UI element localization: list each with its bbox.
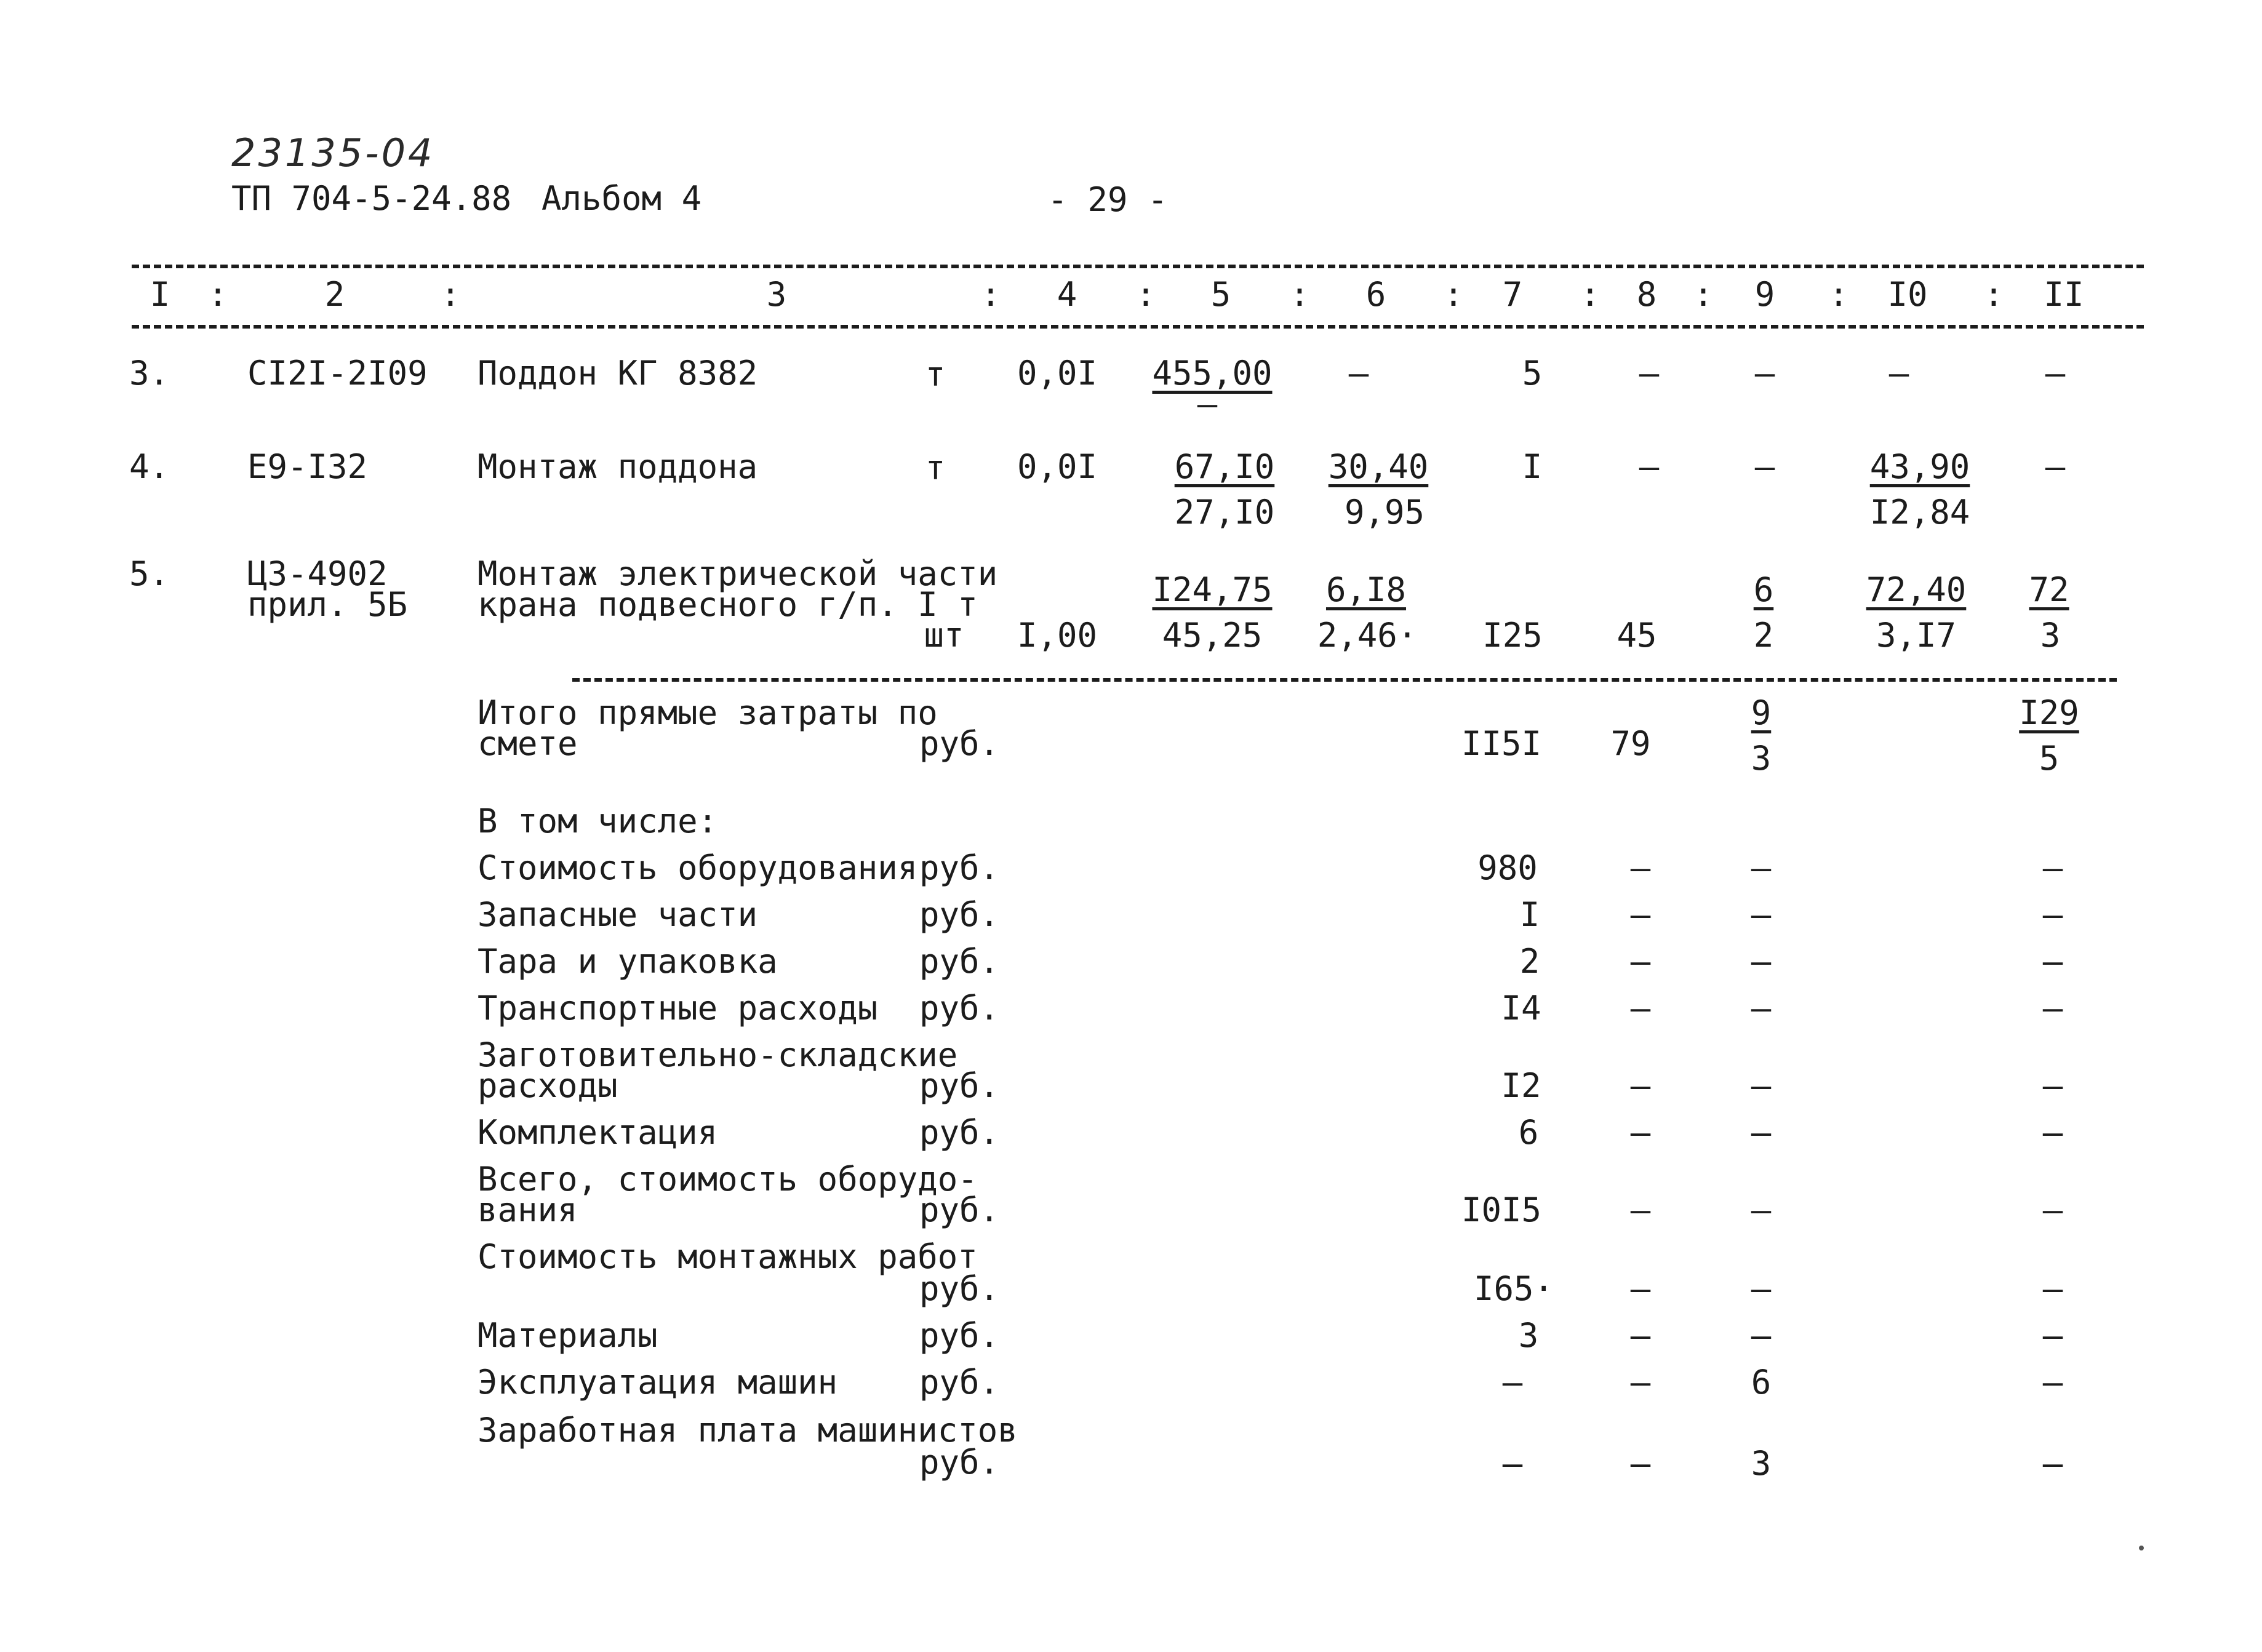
quantity: 0,0I xyxy=(1017,354,1098,393)
col6-subvalue: 2,46· xyxy=(1317,616,1418,655)
col-separator: : xyxy=(1443,275,1464,314)
unit: руб. xyxy=(919,1191,1000,1229)
page-number: - 29 - xyxy=(1047,180,1168,219)
col8-value: – xyxy=(1630,1363,1651,1402)
total-label-cont: смете xyxy=(478,724,578,763)
unit: т xyxy=(925,449,946,487)
header-top-rule xyxy=(132,265,2144,268)
col-separator: : xyxy=(1693,275,1714,314)
unit: руб. xyxy=(919,942,1000,981)
col5-subvalue: 45,25 xyxy=(1162,616,1263,655)
col11-value: I29 xyxy=(2019,693,2079,732)
col-separator: : xyxy=(1289,275,1310,314)
document-code: ТП 704-5-24.88 xyxy=(231,179,512,218)
col6-value: 30,40 xyxy=(1328,447,1429,486)
col-header-7: 7 xyxy=(1502,275,1523,314)
col7-value: 980 xyxy=(1477,848,1538,887)
col6-value: 6,I8 xyxy=(1325,570,1407,609)
col9-value: – xyxy=(1751,1316,1772,1355)
col8-value: – xyxy=(1630,942,1651,981)
col-separator: : xyxy=(980,275,1001,314)
col9-subvalue: 2 xyxy=(1753,616,1774,655)
quantity: I,00 xyxy=(1017,616,1098,655)
col7-value: I25 xyxy=(1482,616,1543,655)
item-name: Монтаж электрической части xyxy=(478,554,998,593)
col11-value: – xyxy=(2042,1191,2063,1229)
speck xyxy=(2139,1546,2144,1550)
item-label: Транспортные расходы xyxy=(478,989,878,1028)
col11-value: – xyxy=(2042,942,2063,981)
col-header-10: I0 xyxy=(1887,275,1928,314)
col9-value: – xyxy=(1751,1113,1772,1152)
col6-value: – xyxy=(1348,354,1369,393)
col9-value: 3 xyxy=(1751,1444,1772,1483)
unit: руб. xyxy=(919,1066,1000,1105)
col7-value: – xyxy=(1502,1363,1523,1402)
price-code-annex: прил. 5Б xyxy=(247,585,408,624)
col8-value: – xyxy=(1630,1066,1651,1105)
col7-value: I0I5 xyxy=(1461,1191,1542,1229)
col11-value: – xyxy=(2042,895,2063,934)
col9-value: – xyxy=(1751,942,1772,981)
unit: руб. xyxy=(919,1363,1000,1402)
col8-value: – xyxy=(1630,1113,1651,1152)
col11-value: 72 xyxy=(2029,570,2069,609)
col10-value: 43,90 xyxy=(1869,447,1970,486)
col-header-9: 9 xyxy=(1754,275,1775,314)
item-label: Заработная плата машинистов xyxy=(478,1411,1018,1450)
item-label: Тара и упаковка xyxy=(478,942,778,981)
col5-value: 455,00 xyxy=(1152,354,1273,393)
col11-value: – xyxy=(2045,447,2066,486)
col7-value: 3 xyxy=(1518,1316,1539,1355)
col-separator: : xyxy=(1983,275,2004,314)
col8-value: – xyxy=(1630,1444,1651,1483)
col11-value: – xyxy=(2042,989,2063,1028)
including-label: В том числе: xyxy=(478,802,718,840)
col-separator: : xyxy=(1580,275,1601,314)
col11-subvalue: 5 xyxy=(2039,739,2060,778)
col-separator: : xyxy=(207,275,228,314)
col10-subvalue: I2,84 xyxy=(1869,493,1970,532)
col8-value: 79 xyxy=(1610,724,1651,763)
item-label: Заготовительно-складские xyxy=(478,1035,958,1074)
item-label: Эксплуатация машин xyxy=(478,1363,838,1402)
item-label: Запасные части xyxy=(478,895,758,934)
col9-value: – xyxy=(1751,895,1772,934)
col9-subvalue: 3 xyxy=(1751,739,1772,778)
col7-value: I2 xyxy=(1501,1066,1541,1105)
col5-mark: – xyxy=(1197,385,1218,423)
row-number: 4. xyxy=(129,447,170,486)
col9-value: – xyxy=(1751,1191,1772,1229)
row-number: 5. xyxy=(129,554,170,593)
col9-value: 6 xyxy=(1751,1363,1772,1402)
col11-value: – xyxy=(2042,1363,2063,1402)
col6-subvalue: 9,95 xyxy=(1344,493,1425,532)
col11-value: – xyxy=(2042,1066,2063,1105)
col8-value: – xyxy=(1639,354,1660,393)
col10-value: – xyxy=(1888,354,1909,393)
unit: руб. xyxy=(919,724,1000,763)
col9-value: 6 xyxy=(1753,570,1774,609)
item-label: Стоимость монтажных работ xyxy=(478,1237,978,1276)
item-name: Монтаж поддона xyxy=(478,447,758,486)
item-name: Поддон КГ 8382 xyxy=(478,354,758,393)
col9-value: – xyxy=(1751,848,1772,887)
col8-value: – xyxy=(1639,447,1660,486)
col10-value: 72,40 xyxy=(1866,570,1967,609)
price-code: CI2I-2I09 xyxy=(247,354,428,393)
col11-value: – xyxy=(2042,848,2063,887)
col7-value: I4 xyxy=(1501,989,1541,1028)
album-label: Альбом 4 xyxy=(542,179,702,218)
total-label: Итого прямые затраты по xyxy=(478,693,938,732)
col-header-3: 3 xyxy=(766,275,787,314)
unit: руб. xyxy=(919,1269,1000,1308)
col-header-2: 2 xyxy=(324,275,345,314)
col5-subvalue: 27,I0 xyxy=(1174,493,1275,532)
col8-value: – xyxy=(1630,989,1651,1028)
col8-value: – xyxy=(1630,1191,1651,1229)
item-label: Комплектация xyxy=(478,1113,718,1152)
item-label: Всего, стоимость оборудо- xyxy=(478,1160,978,1199)
col9-value: – xyxy=(1754,447,1775,486)
col10-subvalue: 3,I7 xyxy=(1876,616,1957,655)
unit: руб. xyxy=(919,1443,1000,1482)
col-header-1: I xyxy=(150,275,170,314)
col-separator: : xyxy=(440,275,461,314)
col5-value: 67,I0 xyxy=(1174,447,1275,486)
row-number: 3. xyxy=(129,354,170,393)
col9-value: – xyxy=(1751,1269,1772,1308)
quantity: 0,0I xyxy=(1017,447,1098,486)
col7-value: I65· xyxy=(1473,1269,1554,1308)
unit: руб. xyxy=(919,1113,1000,1152)
price-code: Ц3-4902 xyxy=(247,554,388,593)
col11-value: – xyxy=(2042,1444,2063,1483)
col-header-11: II xyxy=(2044,275,2084,314)
col-header-4: 4 xyxy=(1057,275,1077,314)
col7-value: 5 xyxy=(1522,354,1543,393)
col7-value: I xyxy=(1519,895,1540,934)
col11-value: – xyxy=(2042,1316,2063,1355)
col8-value: – xyxy=(1630,848,1651,887)
col11-subvalue: 3 xyxy=(2040,616,2061,655)
item-label-cont: вания xyxy=(478,1191,578,1229)
col-header-5: 5 xyxy=(1210,275,1231,314)
col9-value: 9 xyxy=(1751,693,1772,732)
col11-value: – xyxy=(2042,1269,2063,1308)
col8-value: 45 xyxy=(1617,616,1657,655)
col-separator: : xyxy=(1828,275,1849,314)
unit: руб. xyxy=(919,895,1000,934)
item-label: Материалы xyxy=(478,1316,658,1355)
item-label: Стоимость оборудования xyxy=(478,848,918,887)
header-bottom-rule xyxy=(132,325,2144,329)
col-header-6: 6 xyxy=(1365,275,1386,314)
col7-value: 6 xyxy=(1518,1113,1539,1152)
unit: т xyxy=(925,355,946,394)
col-separator: : xyxy=(1135,275,1156,314)
item-label-cont: расходы xyxy=(478,1066,618,1105)
col9-value: – xyxy=(1754,354,1775,393)
price-code: E9-I32 xyxy=(247,447,368,486)
col11-value: – xyxy=(2045,354,2066,393)
col8-value: – xyxy=(1630,895,1651,934)
unit: руб. xyxy=(919,989,1000,1028)
unit: шт xyxy=(924,616,964,655)
handwritten-number: 23135-04 xyxy=(231,130,435,175)
unit: руб. xyxy=(919,1316,1000,1355)
col5-value: I24,75 xyxy=(1152,570,1273,609)
col7-value: I xyxy=(1522,447,1543,486)
unit: руб. xyxy=(919,848,1000,887)
col11-value: – xyxy=(2042,1113,2063,1152)
subtotal-rule xyxy=(572,678,2117,682)
col7-value: II5I xyxy=(1461,724,1542,763)
col7-value: 2 xyxy=(1519,942,1540,981)
col8-value: – xyxy=(1630,1316,1651,1355)
item-name-cont: крана подвесного г/п. I т xyxy=(478,585,978,624)
col7-value: – xyxy=(1502,1444,1523,1483)
col9-value: – xyxy=(1751,1066,1772,1105)
col8-value: – xyxy=(1630,1269,1651,1308)
col9-value: – xyxy=(1751,989,1772,1028)
col-header-8: 8 xyxy=(1636,275,1657,314)
